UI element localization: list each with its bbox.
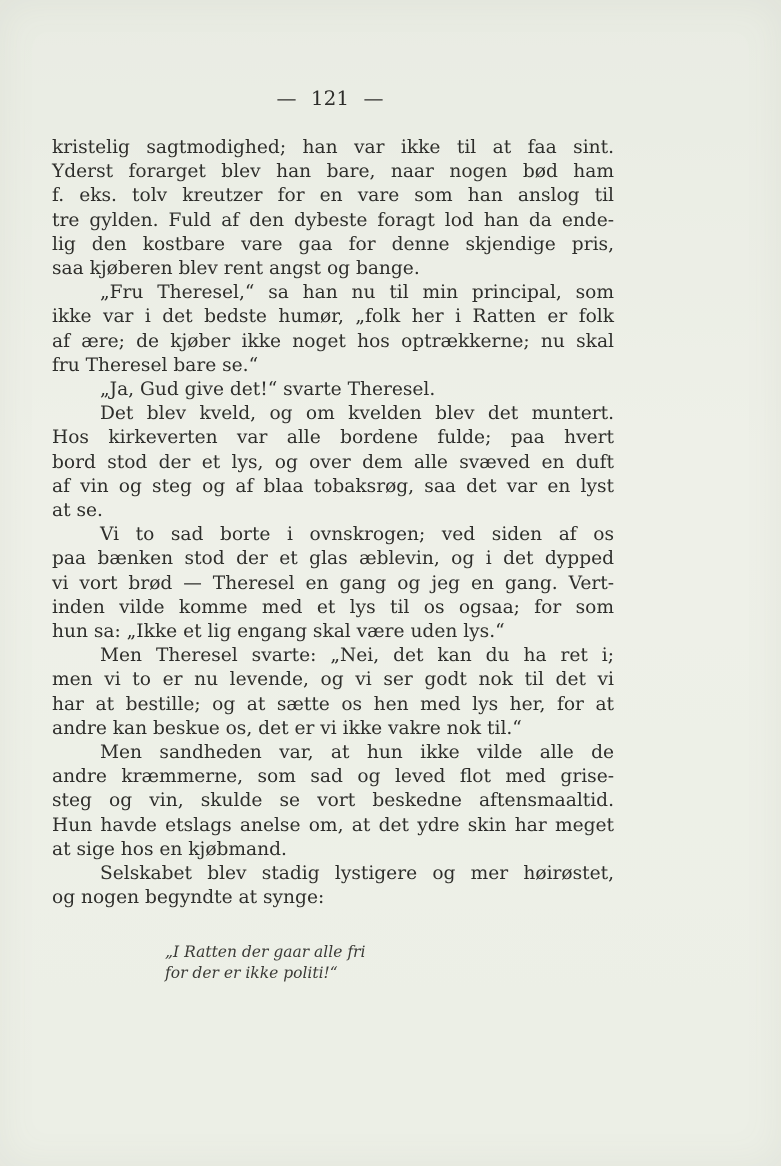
text-line: ikke var i det bedste humør, „folk her i Ratten er folk — [52, 306, 614, 328]
text-line: paa bænken stod der et glas æblevin, og i det dypped — [52, 548, 614, 570]
page-number: 121 — [310, 86, 350, 110]
text-line: og nogen begyndte at synge: — [52, 887, 325, 909]
page-number-dash-right: — — [363, 86, 384, 110]
text-line: lig den kostbare vare gaa for denne skjendige pris, — [52, 233, 614, 255]
text-line: Men Theresel svarte: „Nei, det kan du ha ret i; — [100, 645, 614, 667]
page-number-header — [0, 86, 660, 110]
text-line: tre gylden. Fuld af den dybeste foragt lod han da ende- — [52, 209, 614, 231]
text-line: andre kan beskue os, det er vi ikke vakre nok til.“ — [52, 717, 522, 739]
text-line: f. eks. tolv kreutzer for en vare som han anslog til — [52, 185, 614, 207]
text-line: hun sa: „Ikke et lig engang skal være uden lys.“ — [52, 621, 505, 643]
text-line: saa kjøberen blev rent angst og bange. — [52, 258, 420, 280]
paragraph — [52, 378, 614, 402]
text-line: at se. — [52, 500, 103, 522]
text-line: steg og vin, skulde se vort beskedne aftensmaaltid. — [52, 790, 614, 812]
text-line: andre kræmmerne, som sad og leved flot med grise- — [52, 766, 614, 788]
text-line: at sige hos en kjøbmand. — [52, 838, 287, 860]
text-line: „Ja, Gud give det!“ svarte Theresel. — [100, 379, 436, 401]
text-line: Selskabet blev stadig lystigere og mer høirøstet, — [100, 863, 614, 885]
verse-line: for der er ikke politi!“ — [165, 964, 338, 982]
text-line: Hos kirkeverten var alle bordene fulde; paa hvert — [52, 427, 614, 449]
text-line: inden vilde komme med et lys til os ogsaa; for som — [52, 596, 614, 618]
text-line: har at bestille; og at sætte os hen med lys her, for at — [52, 693, 614, 715]
paragraph — [52, 281, 614, 378]
text-line: „Fru Theresel,“ sa han nu til min principal, som — [100, 282, 614, 304]
text-line: fru Theresel bare se.“ — [52, 354, 259, 376]
text-line: Yderst forarget blev han bare, naar nogen bød ham — [52, 161, 614, 183]
body-text — [52, 136, 614, 911]
page-number-dash-left: — — [276, 86, 297, 110]
text-line: Hun havde etslags anelse om, at det ydre skin har meget — [52, 814, 614, 836]
paragraph — [52, 741, 614, 862]
paragraph — [52, 136, 614, 281]
text-line: Det blev kveld, og om kvelden blev det muntert. — [100, 403, 614, 425]
text-line: Men sandheden var, at hun ikke vilde alle de — [100, 742, 614, 764]
paragraph — [52, 644, 614, 741]
text-line: bord stod der et lys, og over dem alle svæved en duft — [52, 451, 614, 473]
text-line: af vin og steg og af blaa tobaksrøg, saa det var en lyst — [52, 475, 614, 497]
text-line: af ære; de kjøber ikke noget hos optrækkerne; nu skal — [52, 330, 614, 352]
text-line: kristelig sagtmodighed; han var ikke til at faa sint. — [52, 137, 614, 158]
text-line: men vi to er nu levende, og vi ser godt nok til det vi — [52, 669, 614, 691]
paragraph — [52, 402, 614, 523]
text-line: vi vort brød — Theresel en gang og jeg en gang. Vert- — [52, 572, 614, 594]
verse-line: „I Ratten der gaar alle fri — [165, 943, 366, 961]
paragraph — [52, 862, 614, 910]
text-line: Vi to sad borte i ovnskrogen; ved siden af os — [100, 524, 614, 546]
paragraph — [52, 523, 614, 644]
song-verse — [165, 942, 365, 984]
